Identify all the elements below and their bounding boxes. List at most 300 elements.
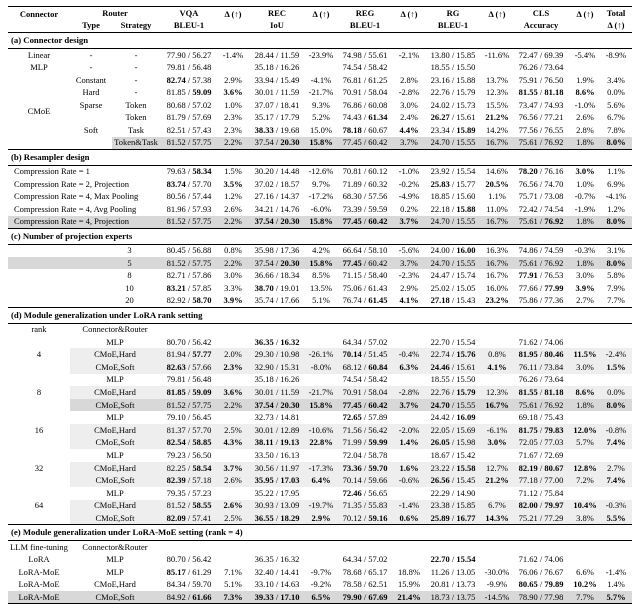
cell-value: 76.06 / 76.67 [518,566,564,577]
cell-delta [482,487,512,500]
cell-delta [218,411,248,424]
cell-total: -8.9% [605,49,627,60]
cell-delta: -1.4% [394,500,424,513]
cell-value: 82.92 / 58.70 [166,295,212,306]
row-label: CMoE,Hard [70,500,160,513]
row-label: CMoE,Soft [70,474,160,487]
cell-total: 8.0% [600,137,632,150]
rank-label: 32 [34,462,44,473]
cell-value: 76.74 / 61.45 [342,295,388,306]
table-row [8,553,632,566]
cell-value: 81.52 / 57.75 [160,257,218,270]
cell-value: 71.67 / 72.69 [518,449,564,460]
cell-value: 72.65 / 57.89 [342,412,388,423]
cell-delta: 3.0% [570,361,600,374]
table-row [8,411,632,424]
cell-delta: 20.5% [485,178,509,189]
cell-delta: 15.8% [306,399,336,412]
table-row [8,361,632,374]
row-label: - [134,87,138,98]
cell-value: 82.25 / 58.54 [160,462,218,475]
cell-value: 24.02 / 15.73 [430,99,476,110]
cell-value: 25.83 / 15.77 [430,178,476,189]
cell-delta: 2.2% [218,399,248,412]
cell-value: 74.86 / 74.59 [518,245,564,256]
cell-value: 72.42 / 74.54 [518,203,564,214]
cell-value: 30.01 / 12.89 [248,424,306,437]
cell-delta: 4.1% [399,295,419,306]
cell-value: 81.85 / 59.09 [160,386,218,399]
cell-total: 1.1% [607,166,625,177]
row-label: CMoE,Hard [70,462,160,475]
cell-delta: -26.1% [306,348,336,361]
cell-value: 66.64 / 58.10 [342,245,388,256]
row-label: MLP [106,412,124,423]
cell-delta: 12.0% [570,424,600,437]
cell-value: 77.18 / 77.00 [512,474,570,487]
cell-delta [306,487,336,500]
cell-delta: 15.0% [310,124,332,135]
cell-delta: 2.2% [218,137,248,150]
cell-delta: 14.3% [482,512,512,525]
cell-delta: -4.9% [398,191,420,202]
cell-value: 81.55 / 81.18 [518,87,564,98]
cell-delta: -17.2% [308,191,334,202]
cell-value: 81.94 / 57.77 [160,348,218,361]
header-delta-rg: Δ (↑) [488,8,506,19]
row-label: CMoE,Hard [94,579,136,590]
cell-value: 35.95 / 17.03 [248,474,306,487]
cell-delta: 4.2% [312,245,330,256]
table-row [8,541,632,554]
cell-value: 75.61 / 76.92 [512,216,570,229]
cell-delta: 3.6% [223,87,243,98]
cell-delta: 8.5% [312,270,330,281]
cell-total [600,487,632,500]
cell-delta [570,61,600,74]
cell-delta [218,487,248,500]
cell-value: 85.17 / 61.29 [166,566,212,577]
cell-value: 79.81 / 56.48 [166,374,212,385]
cell-delta: 10.4% [570,500,600,513]
table-row [8,269,632,282]
cell-value: 71.12 / 75.84 [518,487,564,498]
cell-value: 82.54 / 58.85 [160,437,218,450]
header-rg-sub: BLEU-1 [437,20,469,31]
cell-value: 76.56 / 74.70 [518,178,564,189]
cell-delta: 6.3% [394,361,424,374]
row-label: Token&Task [112,137,160,150]
cell-total: 1.5% [600,361,632,374]
cell-value: 38.70 / 19.01 [254,282,300,293]
row-label: Task [128,124,144,135]
row-label: Linear [27,49,51,60]
cell-value: 18.67 / 15.42 [430,449,476,460]
table-row [8,99,632,112]
cell-delta: 2.7% [576,295,594,306]
cell-value: 36.35 / 16.32 [254,336,300,347]
cell-value: 24.70 / 15.55 [424,257,482,270]
header-cls: CLS [532,7,550,18]
cell-delta: 1.9% [576,74,594,85]
cell-total [600,61,632,74]
cell-value: 37.54 / 20.30 [248,399,306,412]
cell-delta: -9.2% [310,579,332,590]
cell-delta [570,374,600,387]
cell-delta [218,449,248,462]
cell-value: 74.43 / 61.34 [342,112,388,123]
cell-delta [218,323,248,336]
cell-delta: 9.7% [312,178,330,189]
cell-delta [394,374,424,387]
cell-value: 81.52 / 57.75 [160,399,218,412]
cell-value: 75.61 / 76.92 [512,257,570,270]
cell-value: 81.96 / 57.93 [166,203,212,214]
cell-delta: 18.8% [398,566,420,577]
section-row-d [8,307,632,323]
cell-delta: -1.4% [222,49,244,60]
experts-label: 10 [125,282,134,293]
row-label: MLP [30,61,48,72]
row-label: LoRA-MoE [18,566,60,577]
cell-delta: 15.8% [306,216,336,229]
cell-value: 69.18 / 75.43 [518,412,564,423]
cell-delta: 3.7% [394,137,424,150]
cell-delta: 1.1% [488,191,506,202]
cell-delta: -19.7% [306,500,336,513]
table-row [8,399,632,412]
cell-value [248,323,306,336]
cell-delta: 3.0% [400,99,418,110]
table-row [8,282,632,295]
cell-value: 68.12 / 60.84 [336,361,394,374]
cell-value: 13.80 / 15.85 [430,49,476,60]
section-row-c [8,228,632,244]
cell-delta: -6.0% [310,203,332,214]
cell-delta [394,487,424,500]
cell-delta: 3.5% [223,178,243,189]
table-row [8,49,632,62]
header-total: Total [606,7,626,18]
cell-value: 71.62 / 74.06 [518,554,564,565]
cell-delta: 3.9% [223,295,243,306]
cell-delta: 1.0% [224,99,242,110]
cell-value: 35.22 / 17.95 [254,487,300,498]
cell-delta: -10.6% [306,424,336,437]
cell-delta: 2.9% [400,282,418,293]
table-row [8,165,632,178]
cell-delta: 15.9% [398,579,420,590]
cell-delta: 5.7% [570,437,600,450]
cell-value: 22.76 / 15.79 [424,386,482,399]
cell-delta: 2.2% [218,257,248,270]
table-row [8,424,632,437]
cell-total: 7.9% [607,282,625,293]
cell-delta [218,374,248,387]
cell-delta: 12.3% [482,386,512,399]
cell-value: 23.38 / 15.85 [424,500,482,513]
cell-delta: 5.2% [312,112,330,123]
table-row [8,374,632,387]
table-row [8,203,632,216]
section-title-d: (d) Module generalization under LoRA rank setting [8,307,632,323]
cell-delta: 9.3% [312,99,330,110]
cell-delta [394,553,424,566]
cell-delta: 16.7% [482,216,512,229]
cell-delta: -2.0% [394,424,424,437]
cell-value: 24.70 / 15.55 [424,399,482,412]
cell-value: 78.58 / 62.51 [342,579,388,590]
cell-delta: 12.8% [570,462,600,475]
cell-value: 33.10 / 14.63 [254,579,300,590]
cell-value: 82.51 / 57.43 [166,124,212,135]
cell-value: 80.45 / 56.88 [166,245,212,256]
cell-delta: 1.8% [570,399,600,412]
cell-value: 36.55 / 18.29 [248,512,306,525]
cell-total [600,553,632,566]
cell-delta [482,374,512,387]
cell-delta: 2.9% [224,74,242,85]
cell-value: 79.81 / 56.48 [166,61,212,72]
cell-value: 68.30 / 57.56 [342,191,388,202]
cell-value: 82.74 / 57.38 [166,74,212,85]
row-label: Compression Rate = 4, Avg Pooling [14,203,137,214]
cell-total: 5.7% [600,591,632,604]
cell-value: 24.47 / 15.74 [430,270,476,281]
cell-value [424,323,482,336]
table-row [8,74,632,87]
cell-value: 22.29 / 14.90 [430,487,476,498]
row-label: MLP [106,487,124,498]
cell-value: 75.91 / 76.50 [518,74,564,85]
cell-delta: 6.4% [306,474,336,487]
cell-value: 26.56 / 15.45 [424,474,482,487]
row-label: LoRA-MoE [8,591,70,604]
cell-value: 24.70 / 15.55 [424,137,482,150]
row-label: CMoE,Soft [70,437,160,450]
cell-value: 75.61 / 76.92 [512,137,570,150]
header-rec-sub: IoU [270,20,284,31]
cell-total: 5.5% [600,512,632,525]
cell-value: 84.92 / 61.66 [160,591,218,604]
cell-value: 78.68 / 65.17 [342,566,388,577]
cell-delta: 7.3% [218,591,248,604]
cell-value: 76.26 / 73.64 [518,61,564,72]
header-strategy: Strategy [120,20,152,31]
cell-value [336,323,394,336]
cell-value: 80.56 / 57.44 [166,191,212,202]
cell-value: 70.12 / 59.16 [336,512,394,525]
cell-value: 22.70 / 15.54 [430,336,476,347]
cell-value: 37.02 / 18.57 [254,178,300,189]
cell-delta: 1.0% [576,178,594,189]
section-row-e [8,525,632,541]
cell-delta: 16.7% [486,270,508,281]
cell-value: 71.15 / 58.40 [342,270,388,281]
row-label: - [89,61,93,72]
table-row [8,386,632,399]
cell-delta: 13.5% [310,282,332,293]
cell-delta: 11.0% [486,203,508,214]
header-delta-vqa: Δ (↑) [224,8,242,19]
cell-value: 30.56 / 11.97 [248,462,306,475]
cell-delta [306,449,336,462]
llm-finetuning-header: LLM fine-tuning [10,541,68,552]
cell-total [600,336,632,349]
cell-delta: 3.8% [570,512,600,525]
header-delta-cls: Δ (↑) [576,8,594,19]
cell-value: 74.54 / 58.42 [342,61,388,72]
cell-value: 76.86 / 60.08 [342,99,388,110]
cell-value: 71.89 / 60.32 [342,178,388,189]
cell-value: 27.18 / 15.43 [430,295,476,306]
cell-delta [482,449,512,462]
table-header [8,7,632,33]
cell-total: 6.7% [607,112,625,123]
cell-value: 82.39 / 57.18 [160,474,218,487]
cell-delta: 1.6% [394,462,424,475]
cell-value: 18.55 / 15.50 [430,61,476,72]
cell-delta: 12.7% [482,462,512,475]
cell-total: 6.9% [607,178,625,189]
row-label: Token [125,99,147,110]
cell-total: 0.0% [607,87,625,98]
cell-delta: 3.3% [224,282,242,293]
cell-value: 77.45 / 60.42 [336,399,394,412]
cell-value: 22.74 / 15.76 [424,348,482,361]
cell-value: 11.26 / 13.05 [430,566,476,577]
cell-delta: -0.6% [394,474,424,487]
cell-value: 77.91 / 76.53 [518,270,564,281]
cell-delta [306,323,336,336]
cell-value: 74.98 / 55.61 [342,49,388,60]
cell-value: 36.35 / 16.32 [254,554,300,565]
header-rec: REC [268,7,286,18]
row-label: LoRA-MoE [18,579,60,590]
cell-delta: 1.8% [570,216,600,229]
row-label: LoRA [28,554,50,565]
cell-value: 71.35 / 55.83 [336,500,394,513]
cell-value: 36.66 / 18.34 [254,270,300,281]
cell-value: 37.54 / 20.30 [248,257,306,270]
cell-delta [394,541,424,554]
cell-delta: -17.3% [306,462,336,475]
cell-value: 72.04 / 58.78 [342,449,388,460]
cell-delta: 14.2% [486,124,508,135]
table-row [8,190,632,203]
cell-delta: -21.7% [306,386,336,399]
cell-value: 79.63 / 58.34 [166,166,212,177]
cell-value: 32.40 / 14.41 [254,566,300,577]
cell-total: -2.4% [600,348,632,361]
cell-value: 23.34 / 15.89 [430,124,476,135]
cell-delta: 0.2% [400,203,418,214]
cell-delta: 0.6% [394,512,424,525]
cell-delta: 21.2% [482,474,512,487]
cell-total: 8.0% [600,216,632,229]
cell-delta: -14.5% [482,591,512,604]
cell-value: 82.71 / 57.86 [166,270,212,281]
cell-value: 77.45 / 60.42 [336,137,394,150]
cell-value: 39.33 / 17.10 [248,591,306,604]
cell-delta: -1.0% [398,166,420,177]
cell-delta [482,541,512,554]
cell-value: 77.45 / 60.42 [336,216,394,229]
cell-value: 35.18 / 16.26 [254,61,300,72]
cell-delta: 16.7% [482,257,512,270]
cell-value: 81.37 / 57.70 [160,424,218,437]
cell-delta: 4.1% [482,361,512,374]
cell-value: 18.85 / 15.60 [430,191,476,202]
cell-value: 84.34 / 59.70 [166,579,212,590]
header-vqa-sub: BLEU-1 [173,20,205,31]
cell-value [248,541,306,554]
cell-delta: 2.6% [576,112,594,123]
cell-value: 34.21 / 14.76 [254,203,300,214]
row-label: CMoE,Hard [70,424,160,437]
rank-label: 64 [34,500,44,511]
cell-value: 71.62 / 74.06 [518,336,564,347]
header-reg-sub: BLEU-1 [349,20,381,31]
cell-delta: 7.2% [570,474,600,487]
table-row [8,512,632,525]
cell-value: 32.73 / 14.81 [254,412,300,423]
cell-total: 8.0% [600,399,632,412]
connector-label: CMoE [27,105,51,116]
cell-delta: 2.6% [218,474,248,487]
cell-value: 26.27 / 15.61 [430,112,476,123]
cell-value: 75.21 / 77.29 [512,512,570,525]
cell-value: 33.94 / 15.49 [254,74,300,85]
cell-total: 7.4% [600,437,632,450]
row-label: - [134,49,138,60]
table-row [8,257,632,270]
cell-delta [218,541,248,554]
cell-delta: 1.5% [224,166,242,177]
cell-delta: -1.0% [574,99,596,110]
cell-value: 22.05 / 15.69 [424,424,482,437]
cell-total: 7.4% [600,474,632,487]
experts-label: 8 [127,270,132,281]
cell-delta: -6.1% [482,424,512,437]
cell-value: 79.90 / 67.69 [336,591,394,604]
cell-value: 38.33 / 19.68 [254,124,300,135]
rank-label: 8 [36,386,42,397]
experts-label: 3 [127,245,132,256]
cell-delta: 14.6% [486,166,508,177]
cell-value: 73.47 / 74.93 [518,99,564,110]
cell-total: 3.1% [607,245,625,256]
cell-value: 20.81 / 13.73 [430,579,476,590]
cell-value: 80.68 / 57.02 [166,99,212,110]
cell-value: 75.61 / 76.92 [512,399,570,412]
cell-value: 81.52 / 58.55 [160,500,218,513]
cell-value: 35.17 / 17.79 [254,112,300,123]
cell-value: 37.07 / 18.41 [254,99,300,110]
cell-delta [218,336,248,349]
cell-delta: 8.6% [570,386,600,399]
cell-total [600,323,632,336]
cell-delta [218,553,248,566]
row-label: MLP [106,449,124,460]
cell-delta [306,374,336,387]
table-row [8,86,632,99]
cell-value: 82.00 / 79.97 [512,500,570,513]
cell-delta: 10.2% [573,579,597,590]
cell-value: 70.91 / 58.04 [336,386,394,399]
cell-delta: 3.0% [224,270,242,281]
cell-delta [394,411,424,424]
